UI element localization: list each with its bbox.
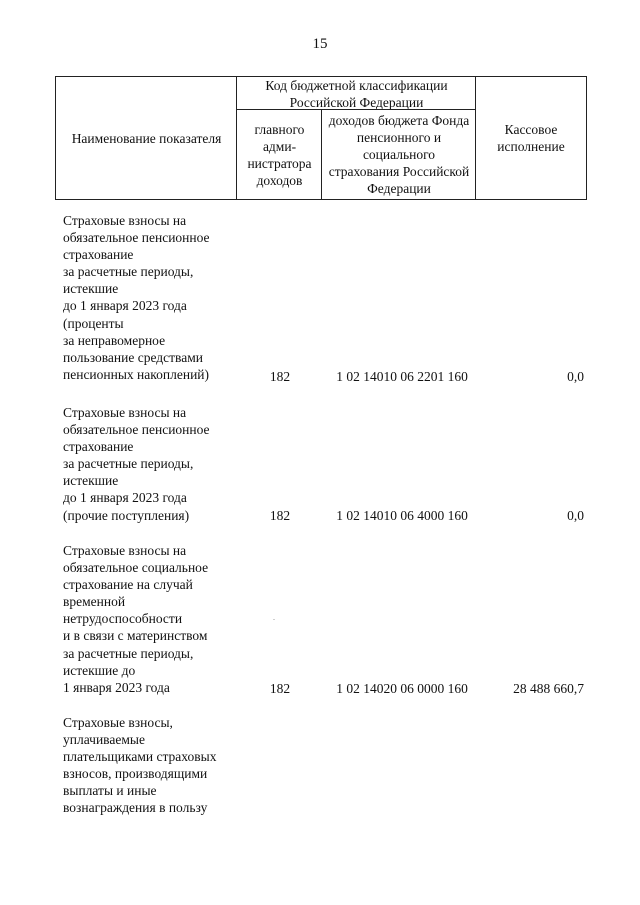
header-indicator-name: Наименование показателя [71,130,222,146]
header-chief-admin: главного адми-нистратора доходов [247,121,312,188]
row-indicator-name: Страховые взносы, уплачиваемые плательщиками страховых взносов, производящими выплаты и иные вознаграждения в пользу [63,715,217,816]
row-income-code: 1 02 14010 06 2201 160 [336,369,468,384]
row-admin-code: 182 [269,681,291,696]
row-indicator-name: Страховые взносы на обязательное пенсионное страхование за расчетные периоды, истекшие до 1 января 2023 года (прочие поступления) [63,405,210,523]
row-income-code: 1 02 14020 06 0000 160 [336,681,468,696]
row-cash-value: 28 488 660,7 [513,681,584,696]
table-header [55,76,587,200]
row-indicator-name: Страховые взносы на обязательное пенсионное страхование за расчетные периоды, истекшие до 1 января 2023 года (проценты за неправомерное пользование средствами пенсионных накоплений) [63,213,210,382]
row-income-code: 1 02 14010 06 4000 160 [336,508,468,523]
header-divider [236,77,237,199]
row-cash-value: 0,0 [567,508,584,523]
header-divider [236,109,476,110]
header-fund-income: доходов бюджета Фонда пенсионного и социального страхования Российской Федерации [328,113,470,196]
header-divider [321,110,322,199]
page-number: 15 [312,36,328,52]
row-admin-code: 182 [269,508,291,523]
row-indicator-name: Страховые взносы на обязательное социальное страхование на случай временной нетрудоспособности и в связи с материнством за расчетные периоды, истекшие до 1 января 2023 года [63,543,209,695]
header-divider [475,77,476,199]
header-cash-execution: Кассовое исполнение [497,122,565,154]
row-cash-value: 0,0 [567,369,584,384]
row-admin-code: 182 [269,369,291,384]
scan-artifact [273,619,275,620]
header-budget-code-title: Код бюджетной классификации Российской Федерации [265,77,448,110]
